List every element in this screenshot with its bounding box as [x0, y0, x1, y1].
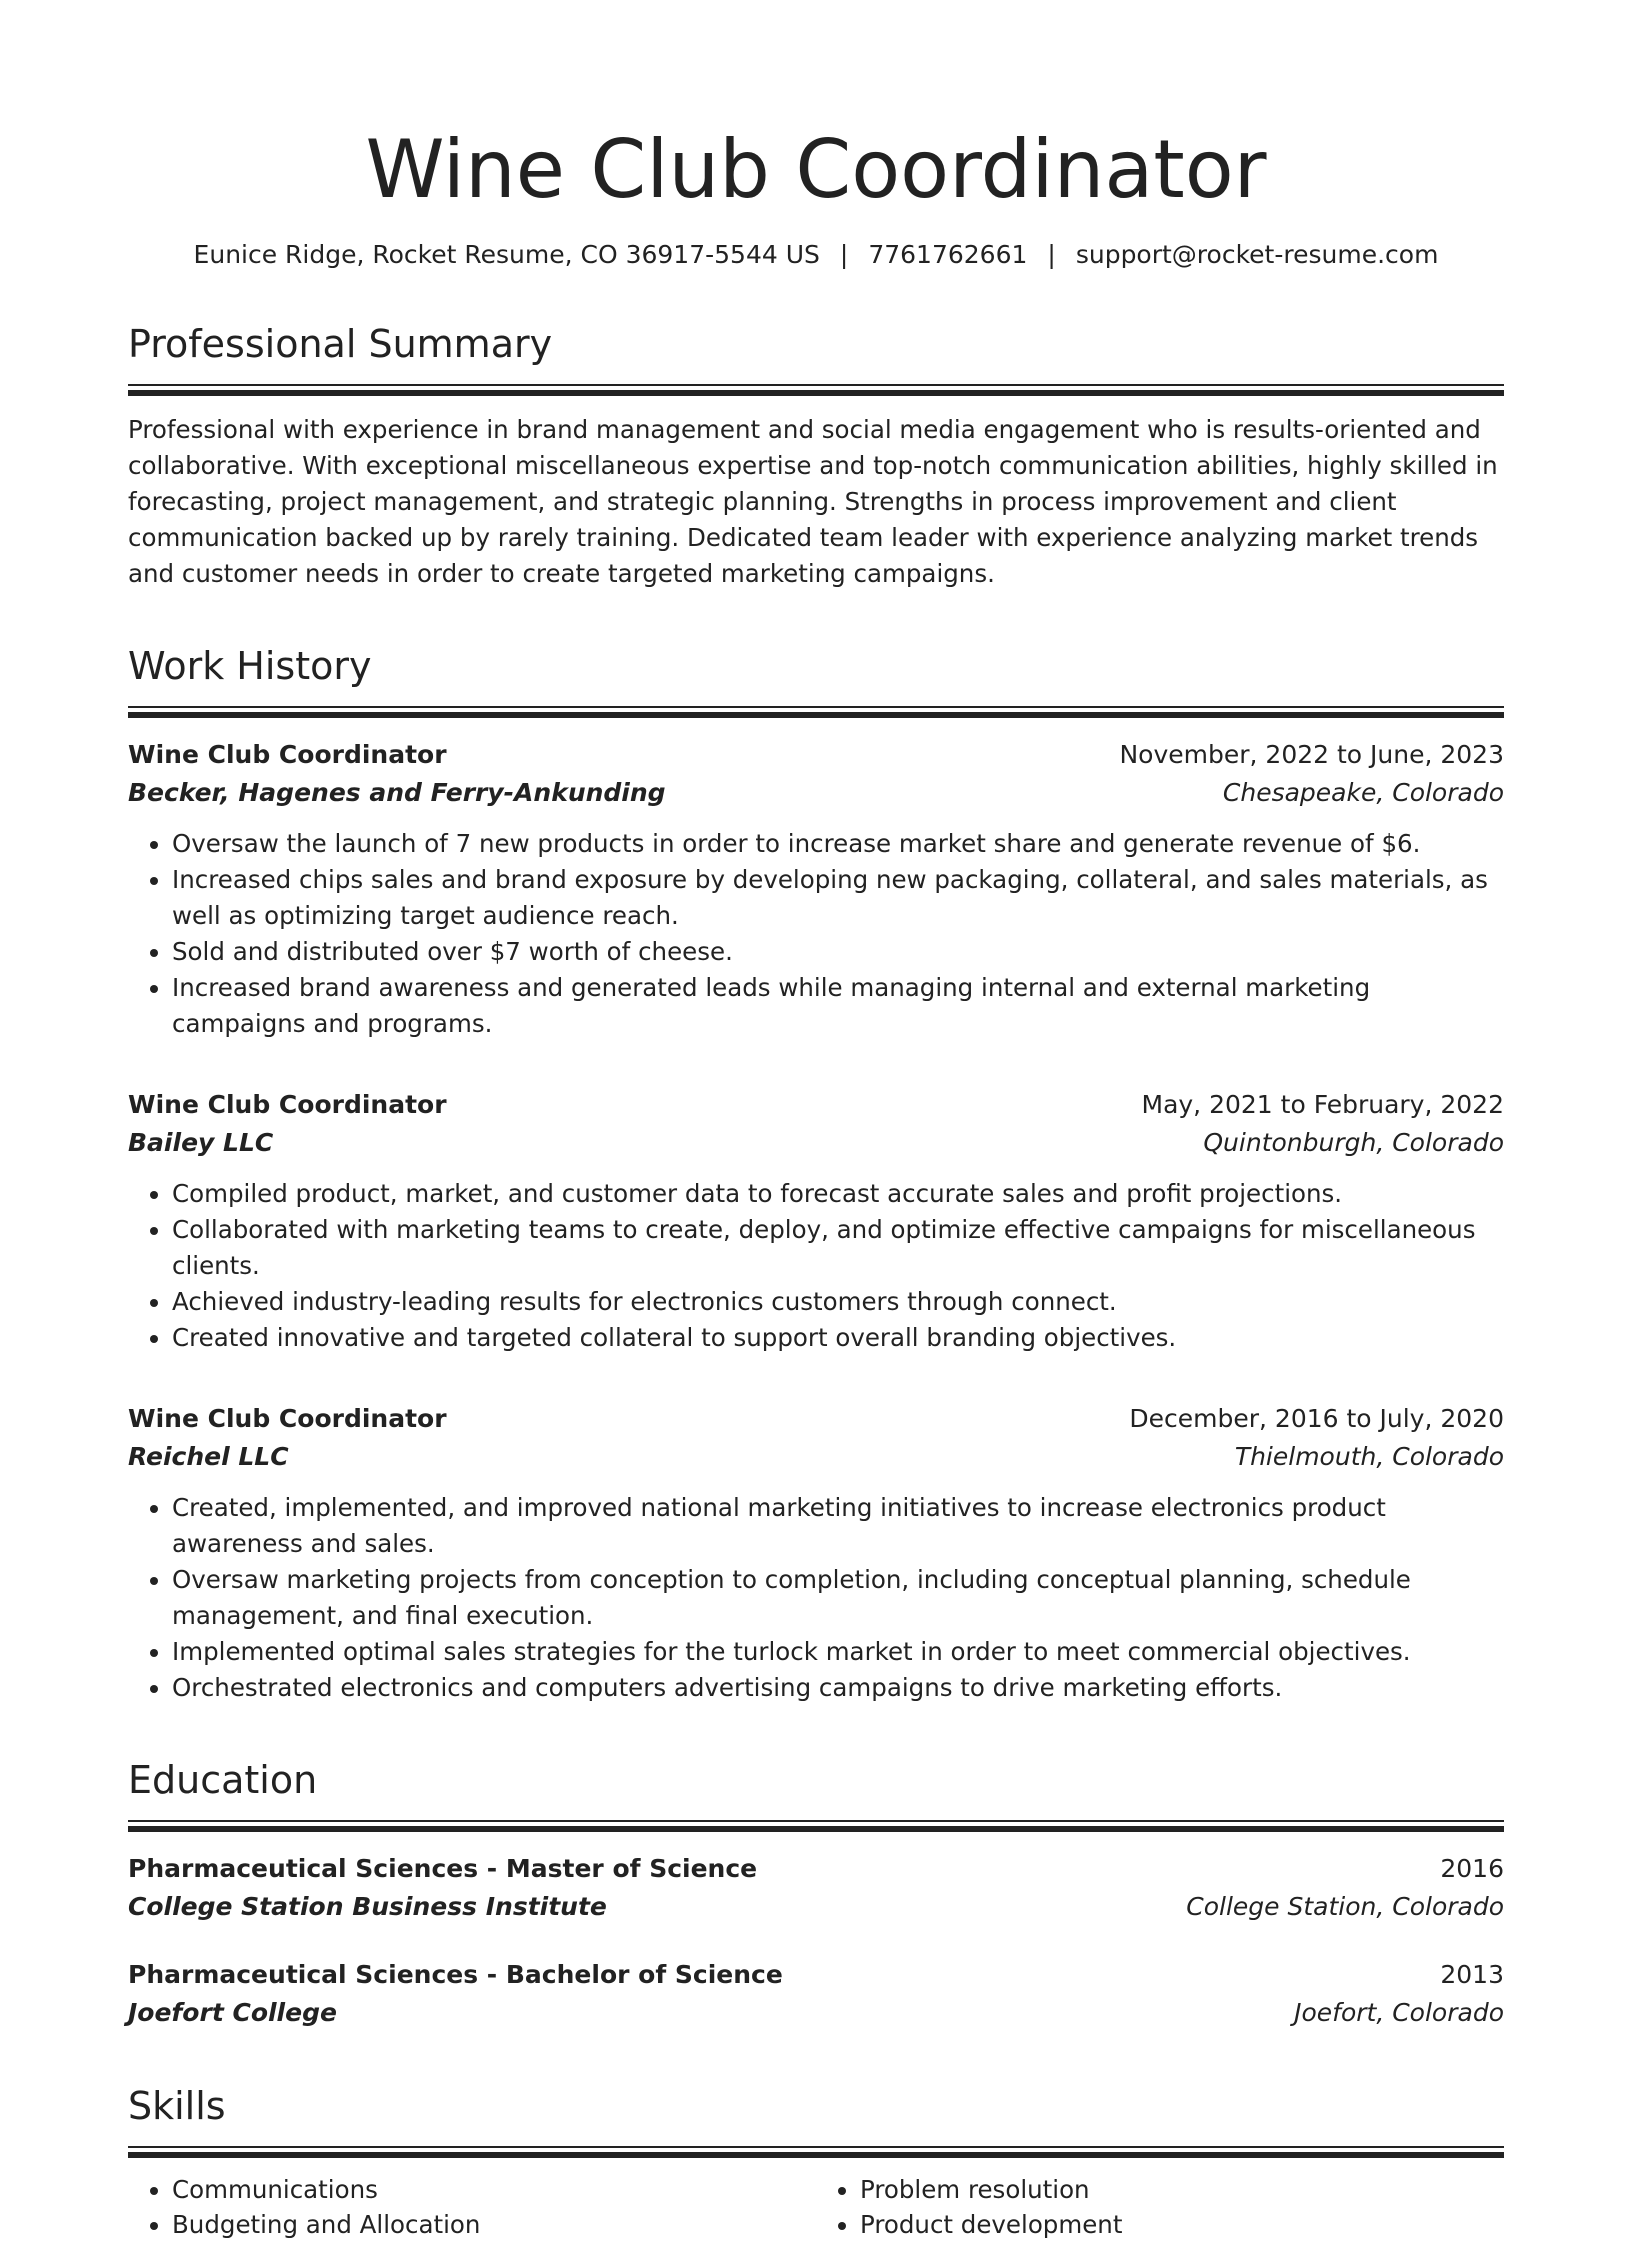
section-heading-skills: Skills	[128, 2084, 226, 2128]
job-location: Thielmouth, Colorado	[1234, 1442, 1504, 1471]
degree: Pharmaceutical Sciences - Bachelor of Science	[128, 1960, 783, 1989]
school-location: Joefort, Colorado	[1294, 1998, 1504, 2027]
section-divider	[128, 1820, 1504, 1832]
job-entry	[128, 1400, 1504, 1706]
skills-list	[128, 2172, 1504, 2242]
job-title: Wine Club Coordinator	[128, 740, 447, 769]
skills-column-left	[128, 2172, 816, 2242]
contact-line	[128, 238, 1504, 272]
work-history-section	[128, 640, 1504, 1706]
job-entry	[128, 736, 1504, 1042]
list-item: • Increased brand awareness and generated leads while managing internal and external marketing campaigns and programs.	[172, 970, 1504, 1042]
contact-separator: |	[1047, 240, 1056, 269]
job-entry	[128, 1086, 1504, 1356]
job-bullets	[128, 826, 1504, 1042]
list-item: • Oversaw the launch of 7 new products in order to increase market share and generate revenue of $6.	[172, 826, 1504, 862]
list-item: • Budgeting and Allocation	[172, 2207, 816, 2242]
job-title: Wine Club Coordinator	[128, 1404, 447, 1433]
list-item: • Orchestrated electronics and computers advertising campaigns to drive marketing efforts.	[172, 1670, 1504, 1706]
list-item: • Created, implemented, and improved national marketing initiatives to increase electronics product awareness and sales.	[172, 1490, 1504, 1562]
section-divider	[128, 706, 1504, 718]
list-item: • Implemented optimal sales strategies for the turlock market in order to meet commercial objectives.	[172, 1634, 1504, 1670]
section-heading-summary: Professional Summary	[128, 322, 553, 366]
summary-section	[128, 318, 1504, 592]
contact-email: support@rocket-resume.com	[1075, 240, 1439, 269]
job-dates: December, 2016 to July, 2020	[1129, 1404, 1504, 1433]
summary-text: Professional with experience in brand management and social media engagement who is results-oriented and collaborative. With exceptional miscellaneous expertise and top-notch communication abilities, highly skilled in forecasting, project management, and strategic planning. Strengths in process improvement and client communication backed up by rarely training. Dedicated team leader with experience analyzing market trends and customer needs in order to create targeted marketing campaigns.	[128, 415, 1498, 588]
section-divider	[128, 384, 1504, 396]
section-heading-education: Education	[128, 1758, 318, 1802]
job-dates: November, 2022 to June, 2023	[1119, 740, 1504, 769]
list-item: • Communications	[172, 2172, 816, 2207]
job-company: Becker, Hagenes and Ferry-Ankunding	[128, 778, 666, 807]
graduation-year: 2013	[1440, 1960, 1504, 1989]
skills-column-right	[816, 2172, 1504, 2242]
job-bullets	[128, 1176, 1504, 1356]
job-bullets	[128, 1490, 1504, 1706]
list-item: • Collaborated with marketing teams to create, deploy, and optimize effective campaigns for miscellaneous clients.	[172, 1212, 1504, 1284]
list-item: • Created innovative and targeted collateral to support overall branding objectives.	[172, 1320, 1504, 1356]
school-name: Joefort College	[128, 1998, 337, 2027]
job-company: Reichel LLC	[128, 1442, 289, 1471]
section-heading-work: Work History	[128, 644, 372, 688]
list-item: • Oversaw marketing projects from conception to completion, including conceptual planning, schedule management, and final execution.	[172, 1562, 1504, 1634]
school-name: College Station Business Institute	[128, 1892, 607, 1921]
list-item: • Sold and distributed over $7 worth of cheese.	[172, 934, 1504, 970]
job-dates: May, 2021 to February, 2022	[1141, 1090, 1504, 1119]
list-item: • Problem resolution	[860, 2172, 1504, 2207]
education-section	[128, 1754, 1504, 2032]
list-item: • Achieved industry-leading results for electronics customers through connect.	[172, 1284, 1504, 1320]
contact-separator: |	[839, 240, 849, 269]
list-item: • Compiled product, market, and customer data to forecast accurate sales and profit projections.	[172, 1176, 1504, 1212]
skills-section	[128, 2080, 1504, 2242]
section-divider	[128, 2146, 1504, 2158]
school-location: College Station, Colorado	[1186, 1892, 1504, 1921]
education-entry	[128, 1956, 1504, 2032]
list-item: • Increased chips sales and brand exposure by developing new packaging, collateral, and sales materials, as well as optimizing target audience reach.	[172, 862, 1504, 934]
job-title: Wine Club Coordinator	[128, 1090, 447, 1119]
job-location: Quintonburgh, Colorado	[1203, 1128, 1504, 1157]
degree: Pharmaceutical Sciences - Master of Science	[128, 1854, 758, 1883]
resume-title: Wine Club Coordinator	[365, 123, 1267, 216]
resume-page	[128, 118, 1504, 2242]
education-entry	[128, 1850, 1504, 1926]
graduation-year: 2016	[1440, 1854, 1504, 1883]
job-company: Bailey LLC	[128, 1128, 274, 1157]
job-location: Chesapeake, Colorado	[1222, 778, 1504, 807]
contact-address: Eunice Ridge, Rocket Resume, CO 36917-5544 US	[193, 240, 820, 269]
contact-phone: 7761762661	[868, 240, 1028, 269]
list-item: • Product development	[860, 2207, 1504, 2242]
